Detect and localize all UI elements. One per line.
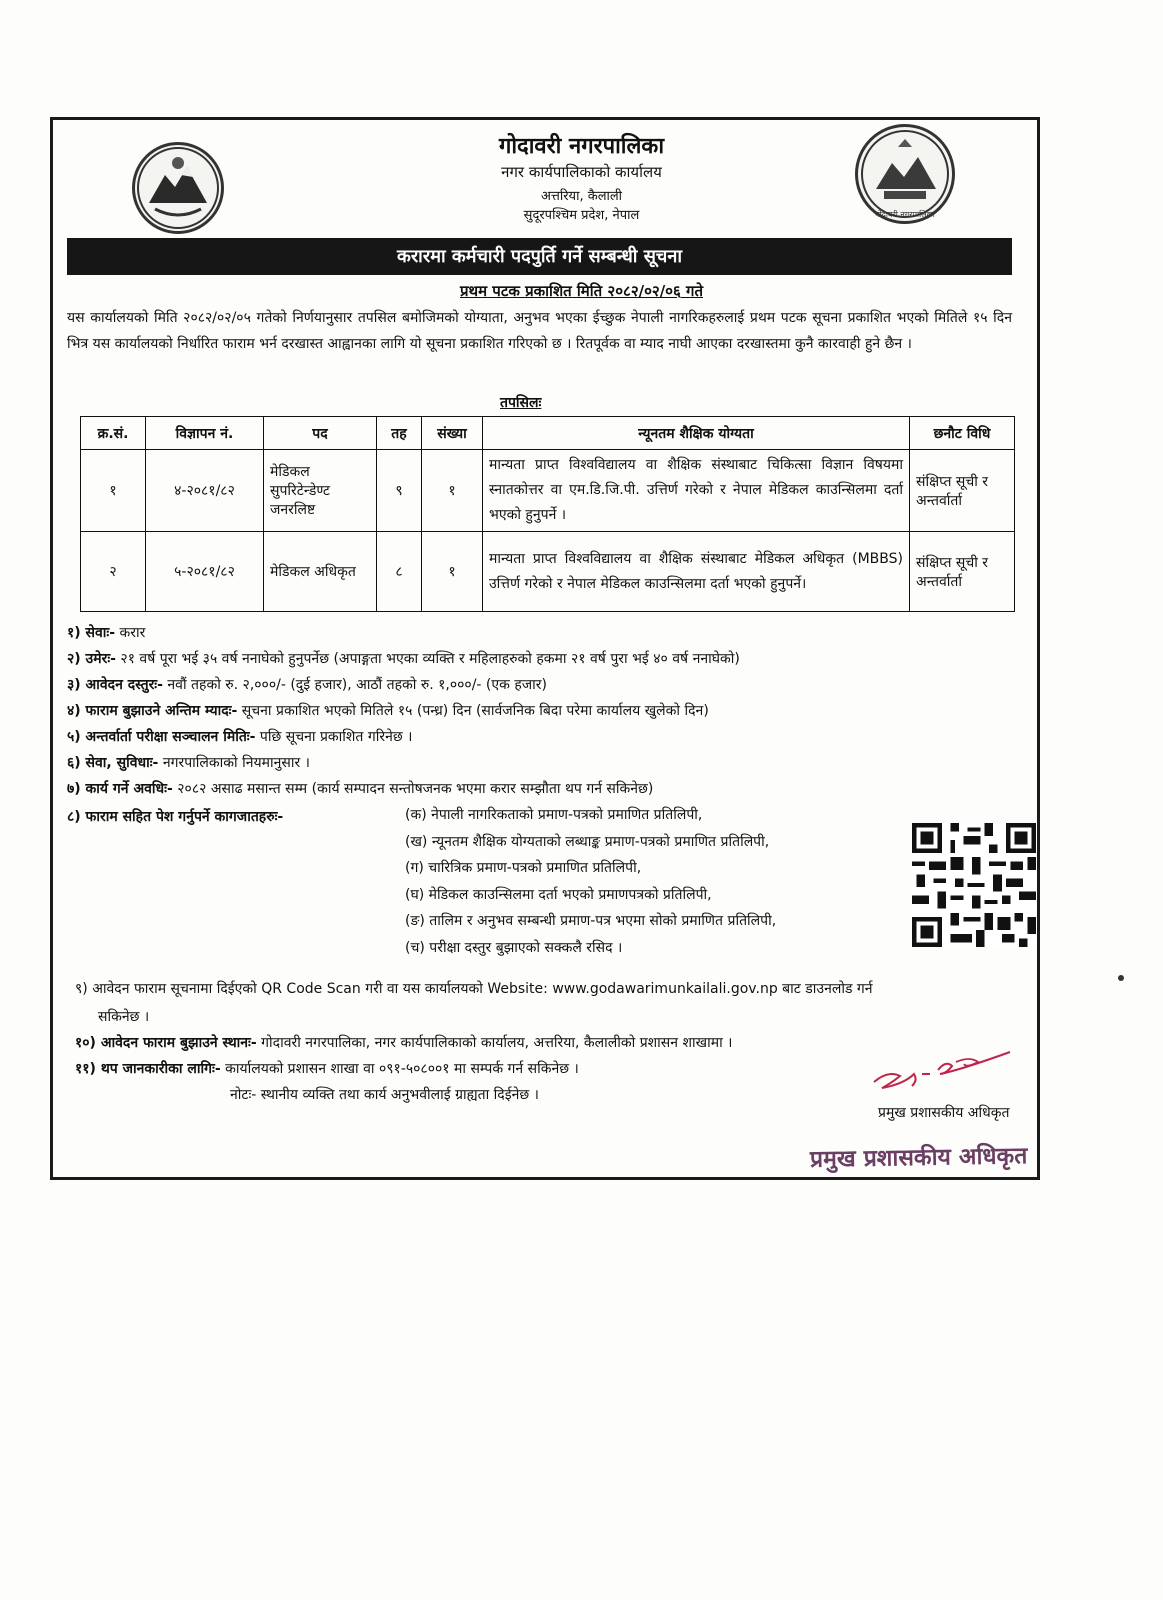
office-place: अत्तरिया, कैलाली bbox=[540, 189, 623, 204]
office-name: नगर कार्यपालिकाको कार्यालय bbox=[501, 163, 662, 181]
cell-post: मेडिकल अधिकृत bbox=[264, 532, 377, 612]
list-item: (ङ) तालिम र अनुभव सम्बन्धी प्रमाण-पत्र भएमा सोको प्रमाणित प्रतिलिपी, bbox=[405, 913, 777, 929]
cell-post: मेडिकल सुपरिटेन्डेण्ट जनरलिष्ट bbox=[264, 450, 377, 532]
table-row bbox=[81, 450, 1015, 532]
item-age: २) उमेरः- २१ वर्ष पूरा भई ३५ वर्ष ननाघेको हुनुपर्नेछ (अपाङ्गता भएका व्यक्ति र महिलाहरुको हकमा २१ वर्ष पुरा भई ४० वर्ष ननाघेको) bbox=[67, 651, 740, 667]
list-item: (च) परीक्षा दस्तुर बुझाएको सक्कलै रसिद । bbox=[405, 939, 623, 956]
item-service: १) सेवाः- करार bbox=[67, 625, 146, 641]
cell-qualification: मान्यता प्राप्त विश्वविद्यालय वा शैक्षिक संस्थाबाट चिकित्सा विज्ञान विषयमा स्नातकोत्तर वा एम.डि.जि.पी. उत्तिर्ण गरेको र नेपाल मेडिकल काउन्सिलमा दर्ता भएको हुनुपर्ने । bbox=[483, 450, 910, 532]
signature-icon bbox=[860, 1040, 1040, 1104]
cell-sn: २ bbox=[81, 532, 146, 612]
table-header-row bbox=[81, 417, 1015, 450]
list-item: (घ) मेडिकल काउन्सिलमा दर्ता भएको प्रमाणपत्रको प्रतिलिपी, bbox=[405, 886, 712, 903]
table-caption: तपसिलः bbox=[500, 395, 542, 411]
item-work-period: ७) कार्य गर्ने अवधिः- २०८२ असाढ मसान्त सम्म (कार्य सम्पादन सन्तोषजनक भएमा करार सम्झौता थप गर्न सकिनेछ) bbox=[67, 781, 654, 797]
municipality-title: गोदावरी नगरपालिका bbox=[498, 134, 665, 159]
cell-sn: १ bbox=[81, 450, 146, 532]
cell-method: संक्षिप्त सूची र अन्तर्वार्ता bbox=[910, 450, 1015, 532]
scan-speck bbox=[1118, 975, 1124, 981]
col-header-level: तह bbox=[377, 417, 422, 450]
documents-list bbox=[405, 805, 776, 964]
item-download-info: ९) आवेदन फाराम सूचनामा दिईएको QR Code Scan गरी वा यस कार्यालयको Website: www.godawarimunkailali.gov.np बाट डाउनलोड गर्न bbox=[75, 981, 873, 997]
cell-count: १ bbox=[422, 532, 483, 612]
col-header-adv-no: विज्ञापन नं. bbox=[146, 417, 264, 450]
col-header-sn: क्र.सं. bbox=[81, 417, 146, 450]
cell-qualification: मान्यता प्राप्त विश्वविद्यालय वा शैक्षिक संस्थाबाट मेडिकल अधिकृत (MBBS) उत्तिर्ण गरेको र नेपाल मेडिकल काउन्सिलमा दर्ता भएको हुनुपर्ने। bbox=[483, 532, 910, 612]
cell-level: ८ bbox=[377, 532, 422, 612]
col-header-method: छनौट विधि bbox=[910, 417, 1015, 450]
item-submission-place: १०) आवेदन फाराम बुझाउने स्थानः- गोदावरी नगरपालिका, नगर कार्यपालिकाको कार्यालय, अत्तरिया, कैलालीको प्रशासन शाखामा । bbox=[75, 1035, 733, 1051]
list-item: (ख) न्यूनतम शैक्षिक योग्यताको लब्धाङ्क प्रमाण-पत्रको प्रमाणित प्रतिलिपी, bbox=[405, 833, 770, 850]
qr-code-icon[interactable] bbox=[912, 823, 1036, 947]
cell-adv-no: ४-२०८१/८२ bbox=[146, 450, 264, 532]
municipality-logo-caption: गोदावरी नगरपालिका bbox=[875, 210, 935, 219]
cell-count: १ bbox=[422, 450, 483, 532]
item-contact-info: ११) थप जानकारीका लागिः- कार्यालयको प्रशासन शाखा वा ०९१-५०८००१ मा सम्पर्क गर्न सकिनेछ । bbox=[75, 1061, 579, 1077]
cell-method: संक्षिप्त सूची र अन्तर्वार्ता bbox=[910, 532, 1015, 612]
office-province: सुदूरपश्चिम प्रदेश, नेपाल bbox=[523, 208, 640, 223]
list-item: (ग) चारित्रिक प्रमाण-पत्रको प्रमाणित प्रतिलिपी, bbox=[405, 860, 642, 876]
item-deadline: ४) फाराम बुझाउने अन्तिम म्यादः- सूचना प्रकाशित भएको मितिले १५ (पन्ध्र) दिन (सार्वजनिक बिदा परेमा कार्यालय खुलेको दिन) bbox=[67, 703, 709, 719]
publication-date-heading: प्रथम पटक प्रकाशित मिति २०८२/०२/०६ गते bbox=[459, 282, 704, 300]
notice-banner: करारमा कर्मचारी पदपुर्ति गर्ने सम्बन्धी सूचना bbox=[67, 238, 1012, 275]
col-header-post: पद bbox=[264, 417, 377, 450]
col-header-count: संख्या bbox=[422, 417, 483, 450]
table-row bbox=[81, 532, 1015, 612]
intro-paragraph: यस कार्यालयको मिति २०८२/०२/०५ गतेको निर्णयानुसार तपसिल बमोजिमको योग्याता, अनुभव भएका ईच्छुक नेपाली नागरिकहरुलाई प्रथम पटक सूचना प्रकाशित भएको मितिले १५ दिन भित्र यस कार्यालयको निर्धारित फाराम भर्न दरखास्त आह्वानका लागि यो सूचना प्रकाशित गरिएको छ । रितपूर्वक वा म्याद नाघी आएका दरखास्तमा कुनै कारवाही हुने छैन । bbox=[67, 310, 1012, 352]
cell-adv-no: ५-२०८१/८२ bbox=[146, 532, 264, 612]
list-item: (क) नेपाली नागरिकताको प्रमाण-पत्रको प्रमाणित प्रतिलिपी, bbox=[405, 807, 703, 823]
item-facilities: ६) सेवा, सुविधाः- नगरपालिकाको नियमानुसार । bbox=[67, 755, 310, 771]
item-fee: ३) आवेदन दस्तुरः- नवौं तहको रु. २,०००/- (दुई हजार), आठौं तहको रु. १,०००/- (एक हजार) bbox=[67, 677, 547, 693]
col-header-qualification: न्यूनतम शैक्षिक योग्यता bbox=[483, 417, 910, 450]
vacancy-table bbox=[80, 416, 1015, 612]
note-text: नोटः- स्थानीय व्यक्ति तथा कार्य अनुभवीलाई ग्राह्यता दिईनेछ । bbox=[230, 1087, 539, 1103]
signatory-title: प्रमुख प्रशासकीय अधिकृत bbox=[878, 1105, 1010, 1121]
item-download-info-cont: सकिनेछ । bbox=[98, 1009, 150, 1025]
item-required-documents: ८) फाराम सहित पेश गर्नुपर्ने कागजातहरुः- bbox=[67, 809, 284, 825]
item-interview-date: ५) अन्तर्वार्ता परीक्षा सञ्चालन मितिः- पछि सूचना प्रकाशित गरिनेछ । bbox=[67, 729, 413, 745]
officer-stamp: प्रमुख प्रशासकीय अधिकृत bbox=[809, 1143, 1028, 1173]
cell-level: ९ bbox=[377, 450, 422, 532]
